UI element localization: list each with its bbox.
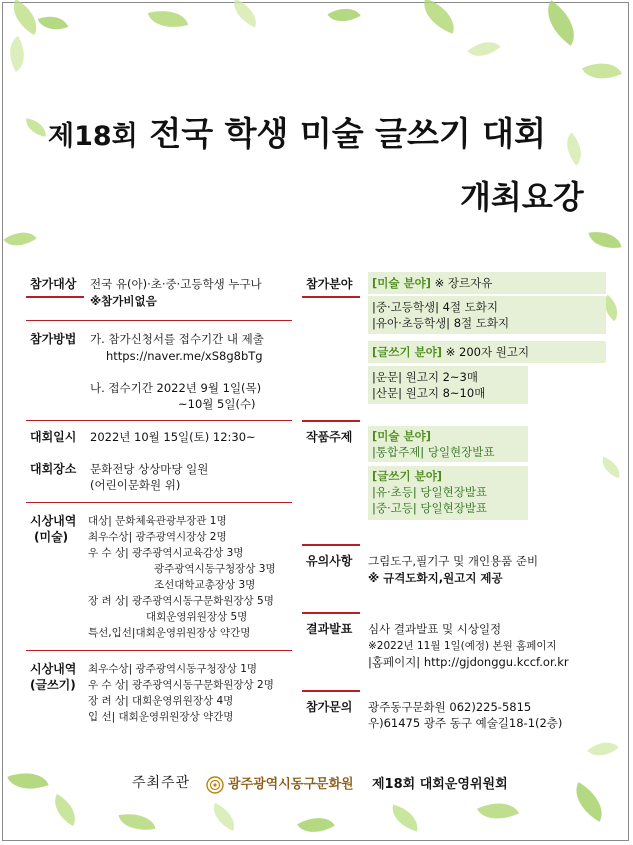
method-line1: 가. 참가신청서를 접수기간 내 제출: [90, 332, 264, 346]
date-value: 2022년 10월 15일(토) 12:30~: [90, 430, 256, 444]
awards-writing-sublabel: (글쓰기): [30, 678, 76, 692]
title-prefix: 제18회: [48, 121, 138, 152]
date-label: 대회일시: [30, 430, 77, 444]
poster-title: [48, 108, 546, 155]
awards-writing-label: 시상내역: [30, 662, 77, 676]
theme-art-line: |통합주제| 당일현장발표: [372, 445, 495, 459]
award-writing-line: 장 려 상| 대회운영위원장상 4명: [88, 695, 234, 707]
award-art-line: 조선대학교총장상 3명: [154, 579, 256, 591]
section-divider: [26, 320, 292, 321]
theme-writing-head: [글쓰기 분야]: [372, 469, 443, 483]
theme-label: 작품주제: [306, 430, 353, 444]
host-label: 주최주관: [132, 775, 191, 791]
label-underline: [302, 296, 360, 298]
section-divider: [26, 420, 292, 421]
section-divider: [26, 502, 292, 503]
poster-subtitle: 개최요강: [460, 178, 584, 216]
method-url[interactable]: https://naver.me/xS8g8bTg: [106, 349, 263, 363]
theme-writing-line1: |유·초등| 당일현장발표: [372, 485, 488, 499]
results-label: 결과발표: [306, 622, 353, 636]
venue-label: 대회장소: [30, 462, 77, 476]
award-writing-line: 입 선| 대회운영위원장상 약간명: [88, 711, 234, 723]
method-line4: ~10월 5일(수): [178, 397, 256, 411]
target-line2: ※참가비없음: [90, 294, 157, 308]
target-line1: 전국 유(아)·초·중·고등학생 누구나: [90, 277, 262, 291]
contact-line1: 광주동구문화원 062)225-5815: [368, 700, 532, 714]
award-art-line: 대회운영위원장상 5명: [146, 611, 248, 623]
method-line3: 나. 접수기간 2022년 9월 1일(목): [90, 381, 262, 395]
art-category-line1: |중·고등학생| 4절 도화지: [372, 300, 499, 314]
contact-label: 참가문의: [306, 700, 353, 714]
results-line2: ※2022년 11월 1일(예정) 본원 홈페이지: [368, 640, 557, 652]
title-main: 전국 학생 미술 글쓰기 대회: [149, 114, 546, 153]
organizer-culture-center: 광주광역시동구문화원: [228, 777, 354, 792]
awards-art-sublabel: (미술): [34, 530, 69, 544]
label-underline: [302, 420, 360, 422]
award-art-line: 장 려 상| 광주광역시동구문화원장상 5명: [88, 595, 274, 607]
award-art-line: 특선,입선|대회운영위원장상 약간명: [88, 627, 251, 639]
notes-label: 유의사항: [306, 554, 353, 568]
award-art-line: 광주광역시동구청장상 3명: [154, 563, 276, 575]
theme-writing-line2: |중·고등| 당일현장발표: [372, 501, 488, 515]
venue-line2: (어린이문화원 위): [90, 478, 181, 492]
theme-art-head: [미술 분야]: [372, 429, 431, 443]
art-category-head: [미술 분야] ※ 장르자유: [372, 276, 493, 290]
target-label: 참가대상: [30, 277, 77, 291]
awards-art-label: 시상내역: [30, 514, 77, 528]
award-art-line: 우 수 상| 광주광역시교육감상 3명: [88, 547, 244, 559]
results-line1: 심사 결과발표 및 시상일정: [368, 622, 502, 636]
notes-line2: ※ 규격도화지,원고지 제공: [368, 571, 503, 585]
award-writing-line: 우 수 상| 광주광역시동구문화원장상 2명: [88, 679, 274, 691]
venue-line1: 문화전당 상상마당 일원: [90, 462, 209, 476]
method-label: 참가방법: [30, 332, 77, 346]
category-label: 참가분야: [306, 277, 353, 291]
culture-center-logo-icon: [206, 776, 224, 794]
writing-category-head: [글쓰기 분야] ※ 200자 원고지: [372, 345, 530, 359]
results-homepage[interactable]: |홈페이지| http://gjdonggu.kccf.or.kr: [368, 655, 569, 669]
section-divider: [26, 650, 292, 651]
label-underline: [302, 612, 360, 614]
writing-category-line1: |운문| 원고지 2~3매: [372, 370, 478, 384]
award-art-line: 최우수상| 광주광역시장상 2명: [88, 531, 227, 543]
label-underline: [302, 690, 360, 692]
label-underline: [26, 296, 84, 298]
notes-line1: 그림도구,필기구 및 개인용품 준비: [368, 554, 539, 568]
contact-line2: 우)61475 광주 동구 예술길18-1(2층): [368, 716, 563, 730]
award-art-line: 대상| 문화체육관광부장관 1명: [88, 515, 227, 527]
writing-category-line2: |산문| 원고지 8~10매: [372, 386, 486, 400]
art-category-line2: |유아·초등학생| 8절 도화지: [372, 316, 510, 330]
award-writing-line: 최우수상| 광주광역시동구청장상 1명: [88, 663, 258, 675]
organizer-committee: 제18회 대회운영위원회: [372, 777, 508, 792]
label-underline: [302, 544, 360, 546]
